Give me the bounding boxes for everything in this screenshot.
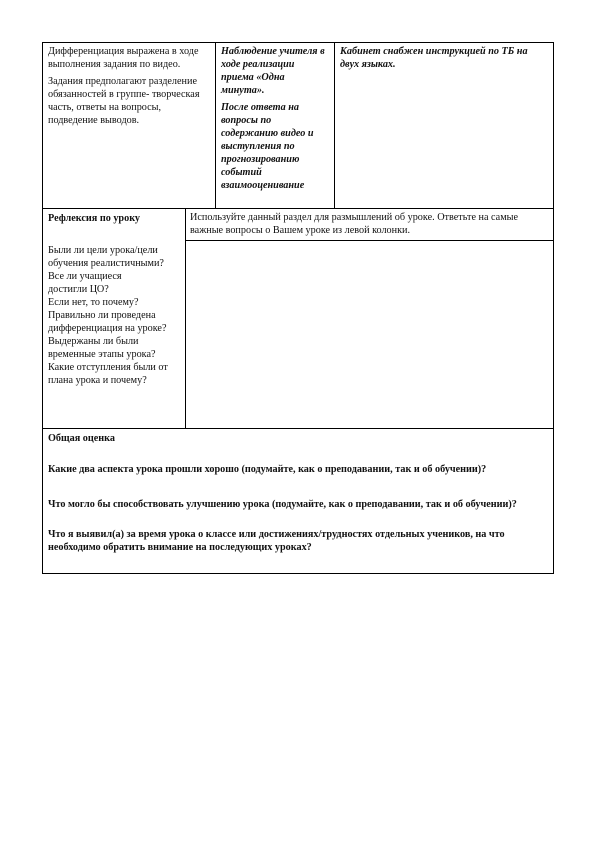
reflection-divider bbox=[185, 208, 186, 428]
reflection-heading: Рефлексия по уроку bbox=[48, 213, 141, 224]
row1-divider-1 bbox=[215, 42, 216, 208]
assessment-text-2: После ответа на вопросы по содержанию видео и выступления по прогнозированию событий взаимооценивание bbox=[221, 102, 314, 191]
differentiation-cell bbox=[48, 45, 210, 127]
reflection-question: Правильно ли проведена дифференциация на уроке? bbox=[48, 310, 167, 334]
safety-cell bbox=[340, 45, 548, 71]
reflection-instructions: Используйте данный раздел для размышлений об уроке. Ответьте на самые важные вопросы о Вашем уроке из левой колонки. bbox=[190, 212, 519, 236]
differentiation-text-2: Задания предполагают разделение обязанностей в группе- творческая часть, ответы на вопросы, подведение выводов. bbox=[48, 76, 200, 126]
reflection-questions bbox=[48, 244, 182, 387]
assessment-question-2: Что могло бы способствовать улучшению урока (подумайте, как о преподавании, так и об обучении)? bbox=[48, 499, 517, 510]
assessment-heading: Общая оценка bbox=[48, 433, 115, 444]
assessment-cell bbox=[221, 45, 329, 192]
assessment-text-1: Наблюдение учителя в ходе реализации приема «Одна минута». bbox=[221, 46, 325, 96]
reflection-question: Если нет, то почему? bbox=[48, 297, 139, 308]
reflection-question: Какие отступления были от плана урока и почему? bbox=[48, 362, 168, 386]
reflection-question: Все ли учащиеся достигли ЦО? bbox=[48, 271, 122, 295]
assessment-question-1: Какие два аспекта урока прошли хорошо (подумайте, как о преподавании, так и об обучении)? bbox=[48, 464, 487, 475]
reflection-bottom-line bbox=[42, 428, 554, 429]
reflection-question: Выдержаны ли были временные этапы урока? bbox=[48, 336, 156, 360]
assessment-question-3: Что я выявил(а) за время урока о классе или достижениях/трудностях отдельных учеников, на что необходимо обратить внимание на последующих уроках? bbox=[48, 529, 505, 553]
row1-divider-2 bbox=[334, 42, 335, 208]
reflection-question: Были ли цели урока/цели обучения реалистичными? bbox=[48, 245, 164, 269]
differentiation-text-1: Дифференциация выражена в ходе выполнения задания по видео. bbox=[48, 46, 199, 70]
instructions-bottom-line bbox=[185, 240, 554, 241]
safety-text: Кабинет снабжен инструкцией по ТБ на двух языках. bbox=[340, 46, 528, 70]
row1-bottom-line bbox=[42, 208, 554, 209]
